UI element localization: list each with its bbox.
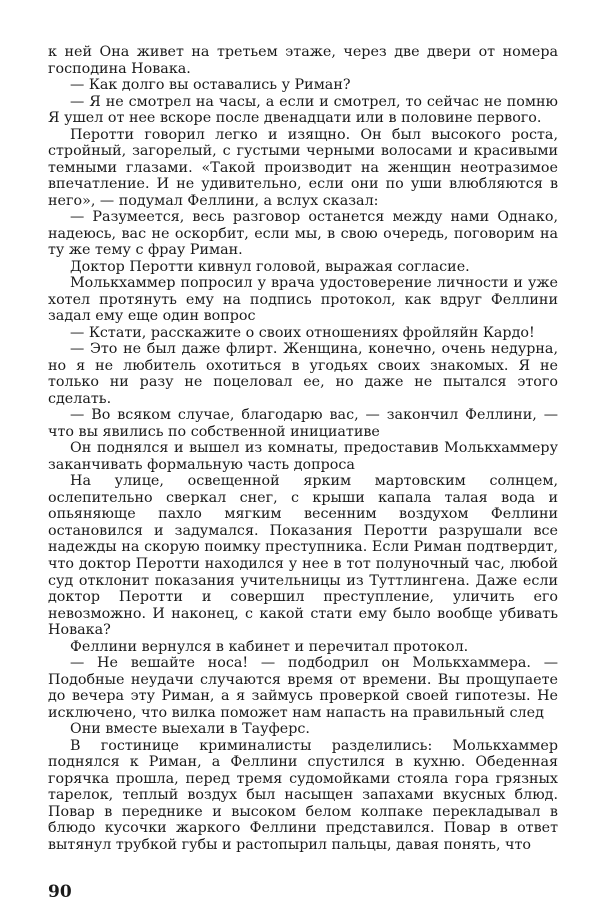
page-number: 90	[48, 882, 72, 902]
paragraph: Они вместе выехали в Тауферс.	[70, 721, 310, 738]
paragraph: — Во всяком случае, благодарю вас, — закончил Феллини, — что вы явились по собственной инициативе	[48, 407, 558, 440]
paragraph: — Как долго вы оставались у Риман?	[70, 77, 351, 94]
paragraph: На улице, освещенной ярким мартовским солнцем, ослепительно сверкал снег, с крыши капала талая вода и опьяняюще пахло мягким весенним воздухом Феллини остановился и задумался. Показания Перотти разрушали все надежды на скорую поимку преступника. Если Риман подтвердит, что доктор Перотти находился у нее в тот полуночный час, любой суд отклонит показания учительницы из Туттлингена. Даже если доктор Перотти и совершил преступление, уличить его невозможно. И наконец, с какой стати ему было вообще убивать Новака?	[48, 473, 558, 639]
paragraph: Феллини вернулся в кабинет и перечитал протокол.	[70, 638, 469, 655]
paragraph: — Разумеется, весь разговор останется между нами Однако, надеюсь, вас не оскорбит, если мы, в свою очередь, поговорим на ту же тему с фрау Риман.	[48, 209, 558, 259]
paragraph: — Кстати, расскажите о своих отношениях фройляйн Кардо!	[70, 324, 535, 341]
paragraph: — Я не смотрел на часы, а если и смотрел, то сейчас не помню Я ушел от нее вскоре после двенадцати или в половине первого.	[48, 93, 558, 127]
paragraph: Перотти говорил легко и изящно. Он был высокого роста, стройный, загорелый, с густыми черными волосами и красивыми темными глазами. «Такой производит на женщин неотразимое впечатление. И не удивительно, если они по уши влюбляются в него», — подумал Феллини, а вслух сказал:	[48, 126, 558, 209]
paragraph: — Не вешайте носа! — подбодрил он Молькхаммера. — Подобные неудачи случаются время от времени. Вы прощупаете до вечера эту Риман, а я займусь проверкой своей гипотезы. Не исключено, что вилка поможет нам напасть на правильный след	[48, 655, 558, 721]
paragraph: — Это не был даже флирт. Женщина, конечно, очень недурна, но я не любитель охотиться в угодьях своих знакомых. Я не только ни разу не поцеловал ее, но даже не пытался этого сделать.	[48, 341, 558, 407]
paragraph: В гостинице криминалисты разделились: Молькхаммер поднялся к Риман, а Феллини спустился в кухню. Обеденная горячка прошла, перед тремя судомойками стояла гора грязных тарелок, теплый воздух был насыщен запахами вкусных блюд. Повар в переднике и высоком белом колпаке перекладывал в блюдо кусочки жаркого Феллини представился. Повар в ответ вытянул трубкой губы и растопырил пальцы, давая понять, что	[48, 737, 558, 853]
paragraph: к ней Она живет на третьем этаже, через две двери от номера господина Новака.	[48, 44, 558, 77]
paragraph: Он поднялся и вышел из комнаты, предоставив Молькхаммеру заканчивать формальную часть допроса	[48, 440, 558, 473]
paragraph: Молькхаммер попросил у врача удостоверение личности и уже хотел протянуть ему на подпись протокол, как вдруг Феллини задал ему еще один вопрос	[48, 275, 558, 325]
paragraph: Доктор Перотти кивнул головой, выражая согласие.	[70, 258, 470, 275]
page-text	[48, 44, 558, 854]
